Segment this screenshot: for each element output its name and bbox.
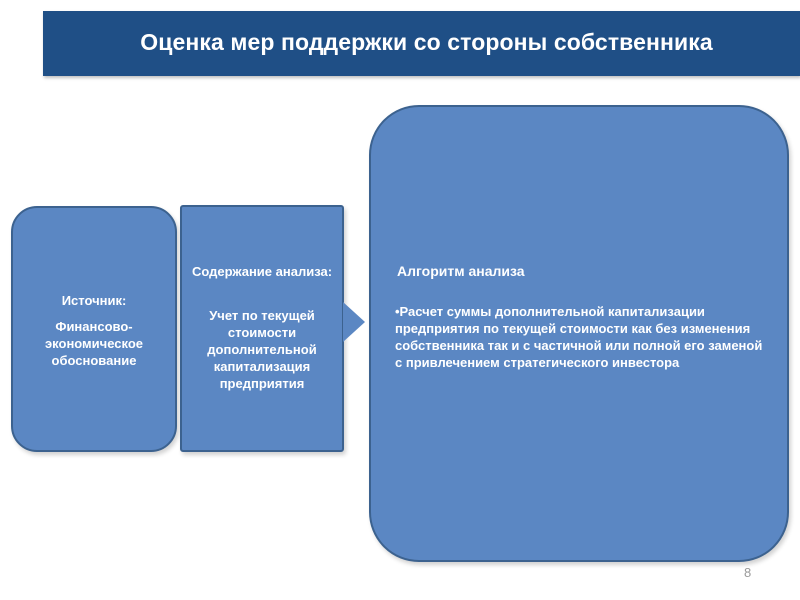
analysis-content-box <box>180 205 344 452</box>
analysis-content-body: Учет по текущей стоимости дополнительной капитализация предприятия <box>207 308 317 391</box>
source-box <box>11 206 177 452</box>
algorithm-title: Алгоритм анализа <box>397 263 525 279</box>
algorithm-box <box>369 105 789 562</box>
analysis-content-label: Содержание анализа: <box>191 264 333 279</box>
page-number: 8 <box>744 565 752 580</box>
slide-title: Оценка мер поддержки со стороны собственника <box>140 29 713 55</box>
right-arrow-icon <box>343 302 365 342</box>
title-banner <box>43 11 800 76</box>
source-body: Финансово-экономическое обоснование <box>44 319 144 368</box>
source-label: Источник: <box>61 293 127 308</box>
algorithm-bullet: •Расчет суммы дополнительной капитализации предприятия по текущей стоимости как без изменения собственника так и с частичной или полной его заменой с привлечением стратегического инвестора <box>395 304 763 370</box>
